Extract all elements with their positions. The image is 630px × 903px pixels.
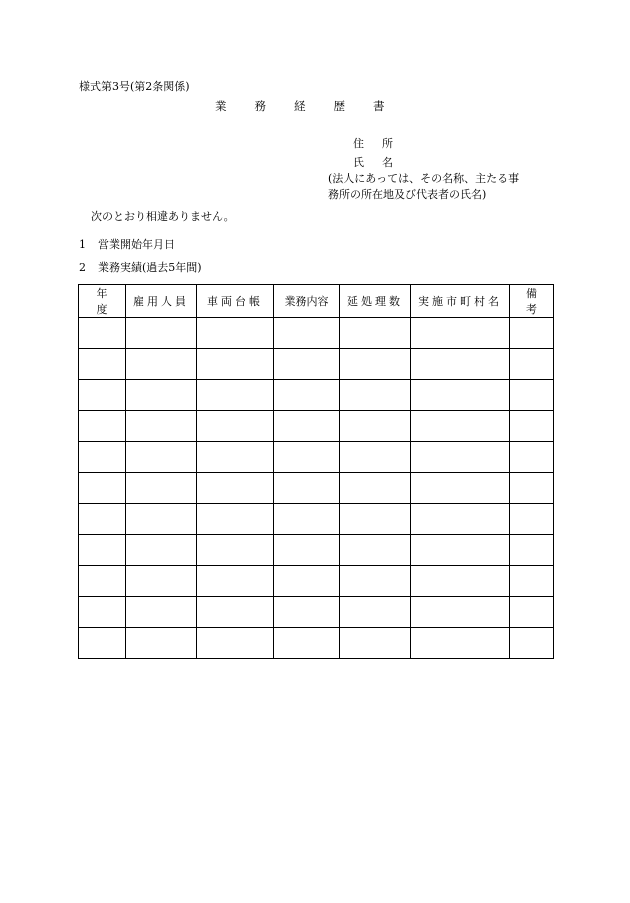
table-cell[interactable] [79, 318, 126, 349]
table-cell[interactable] [79, 628, 126, 659]
table-cell[interactable] [79, 535, 126, 566]
item-business-record [79, 261, 202, 275]
table-row [79, 442, 554, 473]
table-cell[interactable] [197, 349, 274, 380]
table-cell[interactable] [340, 442, 411, 473]
table-cell[interactable] [411, 411, 510, 442]
business-record-table [78, 284, 554, 659]
table-cell[interactable] [411, 473, 510, 504]
header-vehicle-register: 車両台帳 [197, 285, 274, 318]
table-cell[interactable] [126, 597, 197, 628]
table-cell[interactable] [510, 566, 554, 597]
header-municipality: 実施市町村名 [411, 285, 510, 318]
table-cell[interactable] [197, 535, 274, 566]
header-fiscal-year: 年度 [79, 285, 126, 318]
item-number: 1 [79, 238, 86, 251]
table-cell[interactable] [274, 628, 340, 659]
table-cell[interactable] [411, 318, 510, 349]
table-header-row [79, 285, 554, 318]
table-cell[interactable] [79, 411, 126, 442]
table-cell[interactable] [197, 597, 274, 628]
table-row [79, 628, 554, 659]
table-cell[interactable] [340, 628, 411, 659]
table-cell[interactable] [274, 566, 340, 597]
table-cell[interactable] [411, 597, 510, 628]
document-title: 業務経歴書 [215, 99, 413, 113]
table-cell[interactable] [411, 504, 510, 535]
table-cell[interactable] [510, 473, 554, 504]
table-cell[interactable] [79, 566, 126, 597]
table-cell[interactable] [126, 473, 197, 504]
table-cell[interactable] [126, 504, 197, 535]
item-label: 業務実績(過去5年間) [98, 261, 202, 274]
name-label: 氏名 [353, 156, 411, 169]
table-cell[interactable] [340, 597, 411, 628]
form-number: 様式第3号(第2条関係) [79, 80, 190, 93]
header-total-processed: 延処理数 [340, 285, 411, 318]
table-cell[interactable] [274, 380, 340, 411]
address-label: 住所 [353, 137, 411, 150]
table-cell[interactable] [510, 597, 554, 628]
table-cell[interactable] [126, 411, 197, 442]
table-cell[interactable] [79, 597, 126, 628]
table-cell[interactable] [510, 318, 554, 349]
table-row [79, 504, 554, 535]
table-row [79, 411, 554, 442]
header-business-content: 業務内容 [274, 285, 340, 318]
corporation-note-line-1: (法人にあっては、その名称、主たる事 [328, 172, 520, 185]
table-cell[interactable] [340, 535, 411, 566]
table-cell[interactable] [340, 473, 411, 504]
table-cell[interactable] [126, 628, 197, 659]
table-row [79, 318, 554, 349]
table-cell[interactable] [126, 442, 197, 473]
table-cell[interactable] [197, 318, 274, 349]
table-cell[interactable] [126, 318, 197, 349]
corporation-note-line-2: 務所の所在地及び代表者の氏名) [328, 188, 487, 201]
table-cell[interactable] [411, 349, 510, 380]
table-cell[interactable] [274, 318, 340, 349]
table-cell[interactable] [126, 566, 197, 597]
table-cell[interactable] [197, 566, 274, 597]
table-cell[interactable] [340, 318, 411, 349]
table-row [79, 349, 554, 380]
table-cell[interactable] [274, 535, 340, 566]
table-cell[interactable] [274, 504, 340, 535]
table-row [79, 473, 554, 504]
table-cell[interactable] [126, 380, 197, 411]
table-cell[interactable] [197, 504, 274, 535]
table-cell[interactable] [510, 535, 554, 566]
header-remarks: 備考 [510, 285, 554, 318]
table-row [79, 597, 554, 628]
item-label: 営業開始年月日 [98, 238, 175, 251]
table-cell[interactable] [126, 535, 197, 566]
table-cell[interactable] [274, 411, 340, 442]
table-cell[interactable] [510, 349, 554, 380]
table-cell[interactable] [79, 504, 126, 535]
table-cell[interactable] [411, 442, 510, 473]
item-number: 2 [79, 261, 86, 274]
table-cell[interactable] [197, 628, 274, 659]
table-cell[interactable] [340, 380, 411, 411]
table-cell[interactable] [274, 349, 340, 380]
table-cell[interactable] [411, 535, 510, 566]
table-cell[interactable] [79, 380, 126, 411]
table-cell[interactable] [340, 349, 411, 380]
table-cell[interactable] [79, 442, 126, 473]
table-row [79, 566, 554, 597]
table-cell[interactable] [411, 628, 510, 659]
table-cell[interactable] [510, 442, 554, 473]
table-cell[interactable] [197, 411, 274, 442]
table-row [79, 380, 554, 411]
item-business-start-date [79, 238, 175, 252]
table-row [79, 535, 554, 566]
table-cell[interactable] [411, 380, 510, 411]
table-cell[interactable] [411, 566, 510, 597]
table-cell[interactable] [510, 504, 554, 535]
table-cell[interactable] [274, 442, 340, 473]
table-cell[interactable] [510, 380, 554, 411]
table-body [79, 318, 554, 659]
table-cell[interactable] [197, 442, 274, 473]
table-cell[interactable] [274, 597, 340, 628]
table-cell[interactable] [510, 628, 554, 659]
table-cell[interactable] [340, 566, 411, 597]
table-cell[interactable] [340, 504, 411, 535]
table-cell[interactable] [340, 411, 411, 442]
table-cell[interactable] [274, 473, 340, 504]
table-cell[interactable] [197, 380, 274, 411]
declaration-text: 次のとおり相違ありません。 [91, 210, 235, 223]
table-cell[interactable] [79, 349, 126, 380]
header-employees: 雇用人員 [126, 285, 197, 318]
table-cell[interactable] [510, 411, 554, 442]
table-cell[interactable] [197, 473, 274, 504]
table-cell[interactable] [126, 349, 197, 380]
table-cell[interactable] [79, 473, 126, 504]
